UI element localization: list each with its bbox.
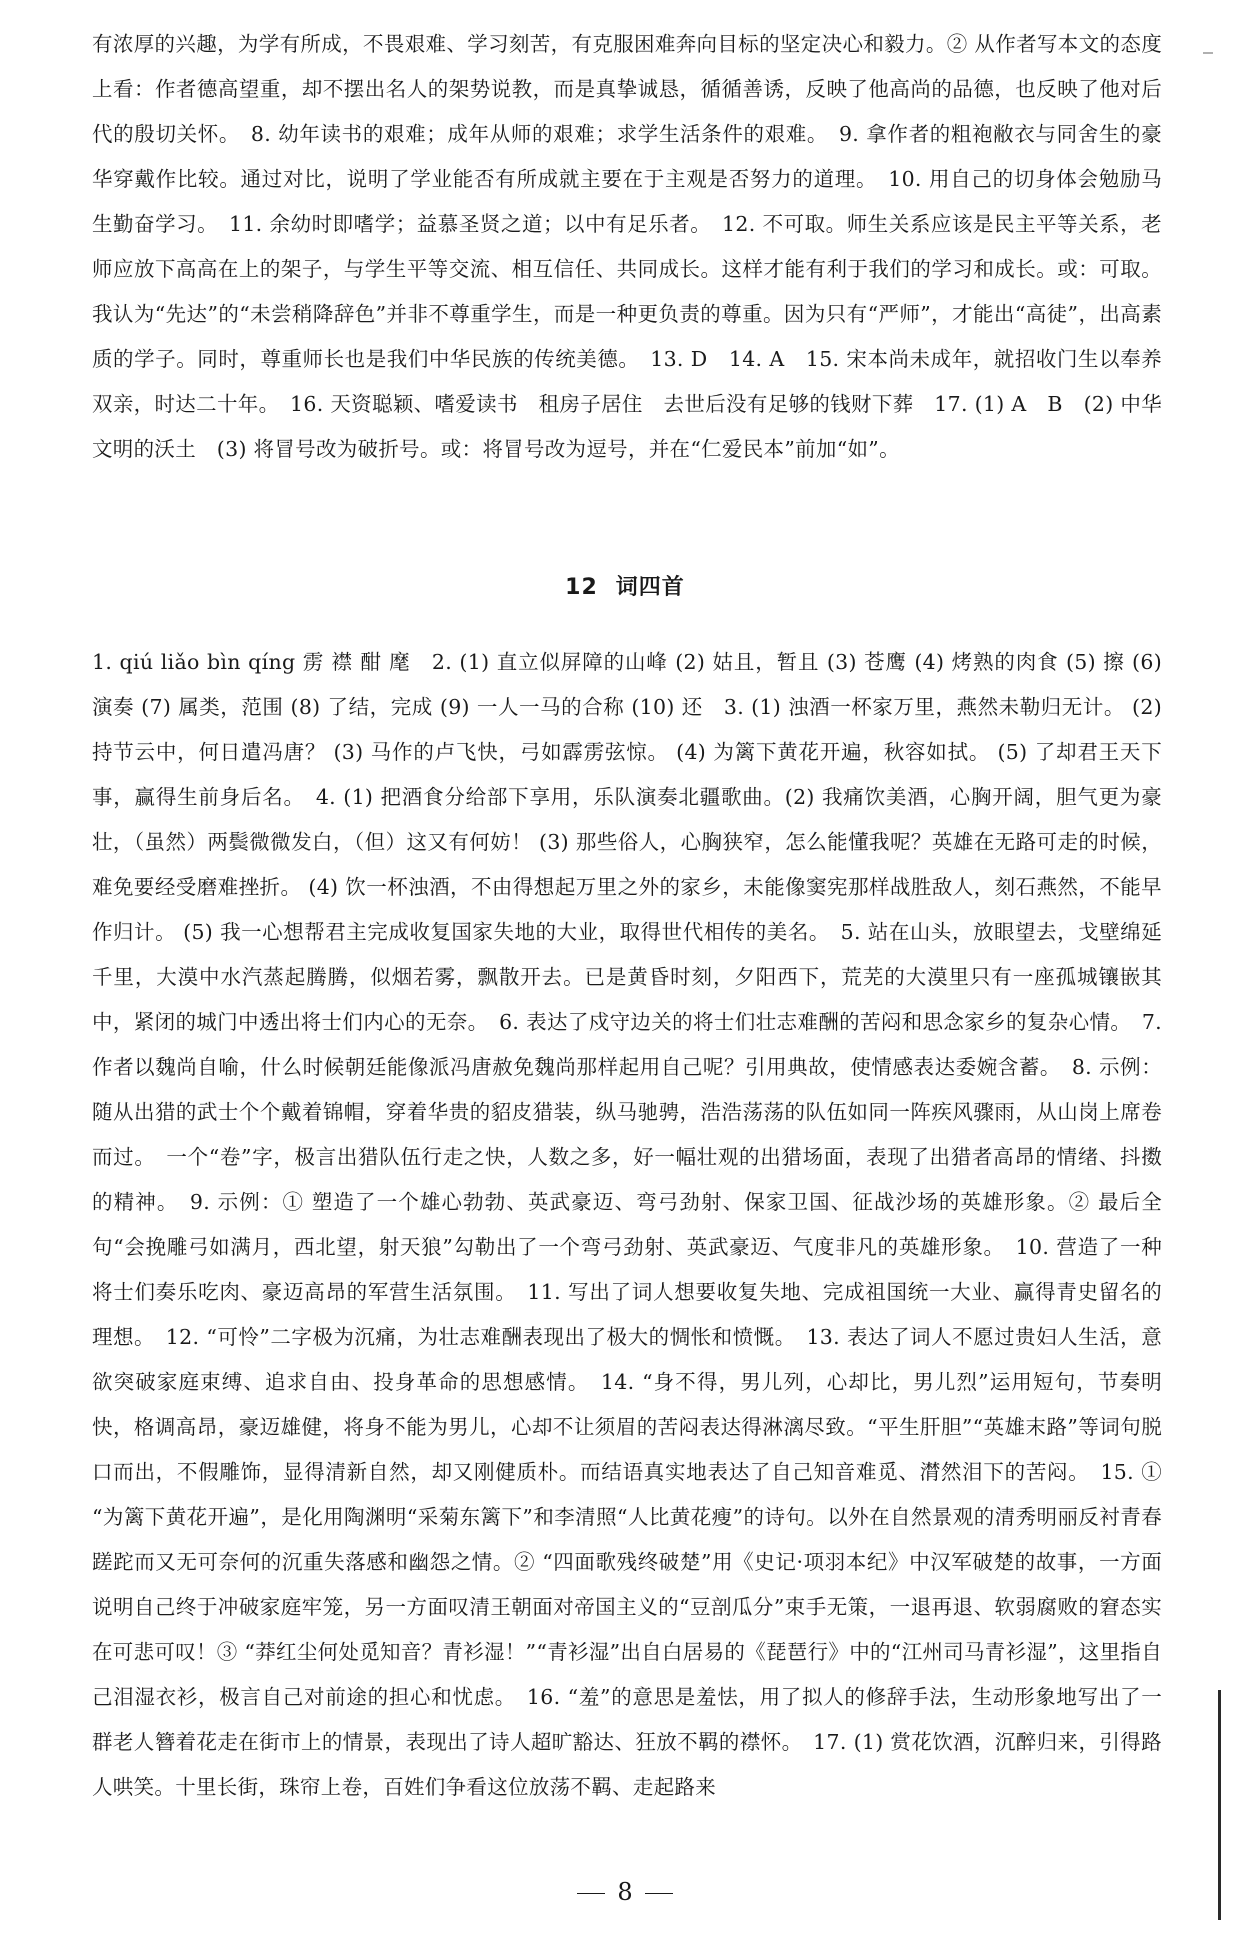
- answer-text-section-12: 1. qiú liǎo bìn qíng 雳 襟 酣 麾 2. (1) 直立似屏障的山峰 (2) 姑且，暂且 (3) 苍鹰 (4) 烤熟的肉食 (5) 擦 (6) 演奏 (7) 属类，范围 (8) 了结，完成 (9) 一人一马的合称 (10) 还 3. (1) 浊酒一杯家万里，燕然未勒归无计。 (2) 持节云中，何日遣冯唐？ (3) 马作的卢飞快，弓如霹雳弦惊。 (4) 为篱下黄花开遍，秋容如拭。 (5) 了却君王天下事，赢得生前身后名。 4. (1) 把酒食分给部下享用，乐队演奏北疆歌曲。(2) 我痛饮美酒，心胸开阔，胆气更为豪壮，（虽然）两鬓微微发白，（但）这又有何妨！ (3) 那些俗人，心胸狭窄，怎么能懂我呢？英雄在无路可走的时候，难免要经受磨难挫折。 (4) 饮一杯浊酒，不由得想起万里之外的家乡，未能像窦宪那样战胜敌人，刻石燕然，不能早作归计。 (5) 我一心想帮君主完成收复国家失地的大业，取得世代相传的美名。 5. 站在山头，放眼望去，戈壁绵延千里，大漠中水汽蒸起腾腾，似烟若雾，飘散开去。已是黄昏时刻，夕阳西下，荒芜的大漠里只有一座孤城镶嵌其中，紧闭的城门中透出将士们内心的无奈。 6. 表达了戍守边关的将士们壮志难酬的苦闷和思念家乡的复杂心情。 7. 作者以魏尚自喻，什么时候朝廷能像派冯唐赦免魏尚那样起用自己呢？引用典故，使情感表达委婉含蓄。 8. 示例：随从出猎的武士个个戴着锦帽，穿着华贵的貂皮猎装，纵马驰骋，浩浩荡荡的队伍如同一阵疾风骤雨，从山岗上席卷而过。 一个“卷”字，极言出猎队伍行走之快，人数之多，好一幅壮观的出猎场面，表现了出猎者高昂的情绪、抖擞的精神。 9. 示例：① 塑造了一个雄心勃勃、英武豪迈、弯弓劲射、保家卫国、征战沙场的英雄形象。② 最后全句“会挽雕弓如满月，西北望，射天狼”勾勒出了一个弯弓劲射、英武豪迈、气度非凡的英雄形象。 10. 营造了一种将士们奏乐吃肉、豪迈高昂的军营生活氛围。 11. 写出了词人想要收复失地、完成祖国统一大业、赢得青史留名的理想。 12. “可怜”二字极为沉痛，为壮志难酬表现出了极大的惆怅和愤慨。 13. 表达了词人不愿过贵妇人生活，意欲突破家庭束缚、追求自由、投身革命的思想感情。 14. “身不得，男儿列，心却比，男儿烈”运用短句，节奏明快，格调高昂，豪迈雄健，将身不能为男儿，心却不让须眉的苦闷表达得淋漓尽致。“平生肝胆”“英雄末路”等词句脱口而出，不假雕饰，显得清新自然，却又刚健质朴。而结语真实地表达了自己知音难觅、潸然泪下的苦闷。 15. ① “为篱下黄花开遍”，是化用陶渊明“采菊东篱下”和李清照“人比黄花瘦”的诗句。以外在自然景观的清秀明丽反衬青春蹉跎而又无可奈何的沉重失落感和幽怨之情。② “四面歌残终破楚”用《史记·项羽本纪》中汉军破楚的故事，一方面说明自己终于冲破家庭牢笼，另一方面叹清王朝面对帝国主义的“豆剖瓜分”束手无策，一退再退、软弱腐败的窘态实在可悲可叹！③ “莽红尘何处觅知音？青衫湿！”“青衫湿”出自白居易的《琵琶行》中的“江州司马青衫湿”，这里指自己泪湿衣衫，极言自己对前途的担心和忧虑。 16. “羞”的意思是羞怯，用了拟人的修辞手法，生动形象地写出了一群老人簪着花走在街市上的情景，表现出了诗人超旷豁达、狂放不羁的襟怀。 17. (1) 赏花饮酒，沉醉归来，引得路人哄笑。十里长街，珠帘上卷，百姓们争看这位放荡不羁、走起路来: [92, 650, 1162, 1799]
- section-number: 12: [565, 575, 598, 600]
- page-number-value: 8: [617, 1878, 633, 1906]
- dash-left: [577, 1893, 605, 1895]
- page-number: [0, 1872, 1250, 1912]
- dash-right: [645, 1893, 673, 1895]
- answer-text-continued: 有浓厚的兴趣，为学有所成，不畏艰难、学习刻苦，有克服困难奔向目标的坚定决心和毅力。② 从作者写本文的态度上看：作者德高望重，却不摆出名人的架势说教，而是真挚诚恳，循循善诱，反映了他高尚的品德，也反映了他对后代的殷切关怀。 8. 幼年读书的艰难；成年从师的艰难；求学生活条件的艰难。 9. 拿作者的粗袍敝衣与同舍生的豪华穿戴作比较。通过对比，说明了学业能否有所成就主要在于主观是否努力的道理。 10. 用自己的切身体会勉励马生勤奋学习。 11. 余幼时即嗜学；益慕圣贤之道；以中有足乐者。 12. 不可取。师生关系应该是民主平等关系，老师应放下高高在上的架子，与学生平等交流、相互信任、共同成长。这样才能有利于我们的学习和成长。或：可取。我认为“先达”的“未尝稍降辞色”并非不尊重学生，而是一种更负责的尊重。因为只有“严师”，才能出“高徒”，出高素质的学子。同时，尊重师长也是我们中华民族的传统美德。 13. D 14. A 15. 宋本尚未成年，就招收门生以奉养双亲，时达二十年。 16. 天资聪颖、嗜爱读书 租房子居住 去世后没有足够的钱财下葬 17. (1) A B (2) 中华文明的沃土 (3) 将冒号改为破折号。或：将冒号改为逗号，并在“仁爱民本”前加“如”。: [92, 32, 1162, 461]
- section-title: 词四首: [615, 575, 685, 600]
- margin-mark: [1203, 52, 1213, 54]
- section-heading: [0, 568, 1250, 608]
